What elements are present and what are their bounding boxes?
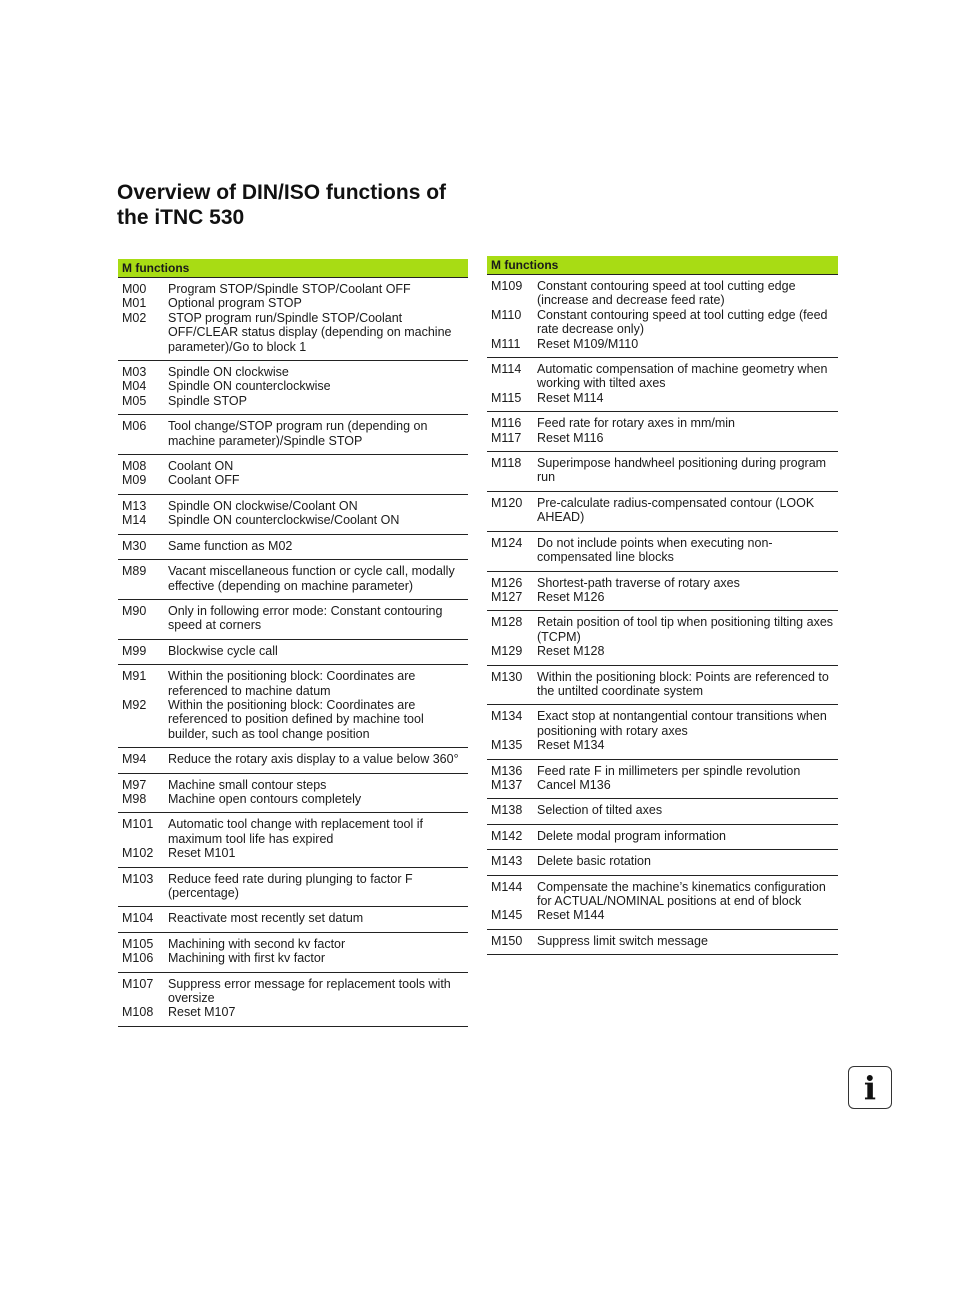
m-description: Spindle ON clockwise/Coolant ON xyxy=(168,498,358,513)
m-code: M135 xyxy=(491,738,523,753)
table-row xyxy=(487,416,838,430)
m-description: Reset M101 xyxy=(168,846,236,861)
m-description: Blockwise cycle call xyxy=(168,643,278,658)
m-code: M142 xyxy=(491,828,523,843)
table-row xyxy=(487,456,838,485)
table-row-group xyxy=(118,278,468,361)
table-row xyxy=(118,698,468,741)
m-description: Only in following error mode: Constant contouring speed at corners xyxy=(168,603,443,633)
m-code: M103 xyxy=(122,871,154,886)
table-row xyxy=(487,279,838,308)
m-description: Same function as M02 xyxy=(168,538,293,553)
m-code: M109 xyxy=(491,279,523,293)
m-code: M03 xyxy=(122,365,147,380)
m-code: M124 xyxy=(491,535,523,550)
m-code: M130 xyxy=(491,669,523,684)
table-row xyxy=(118,539,468,553)
m-code: M06 xyxy=(122,419,147,434)
m-description: Reset M128 xyxy=(537,644,605,659)
table-row xyxy=(487,764,838,778)
page-title xyxy=(117,180,537,230)
m-code: M110 xyxy=(491,307,522,322)
table-row-group xyxy=(487,799,838,824)
m-description: Constant contouring speed at tool cutting edge (increase and decrease feed rate) xyxy=(537,279,796,308)
table-row xyxy=(118,951,468,965)
m-description: Delete basic rotation xyxy=(537,854,651,869)
m-description: Vacant miscellaneous function or cycle call, modally effective (depending on machine parameter) xyxy=(168,564,455,593)
table-row-group xyxy=(487,705,838,759)
table-row xyxy=(487,615,838,644)
m-description: Spindle ON counterclockwise xyxy=(168,379,331,394)
m-code: M02 xyxy=(122,310,147,325)
table-row xyxy=(118,872,468,901)
table-row xyxy=(487,536,838,565)
m-description: Within the positioning block: Coordinates are referenced to position defined by machine tool builder, such as tool change position xyxy=(168,697,424,741)
m-description: Tool change/STOP program run (depending on machine parameter)/Spindle STOP xyxy=(168,419,428,448)
m-code: M09 xyxy=(122,473,147,488)
m-code: M107 xyxy=(122,976,154,991)
m-code: M00 xyxy=(122,282,147,296)
table-row xyxy=(487,308,838,337)
m-description: Suppress limit switch message xyxy=(537,933,708,948)
table-row xyxy=(118,937,468,951)
table-row xyxy=(487,908,838,922)
m-code: M98 xyxy=(122,791,147,806)
m-code: M108 xyxy=(122,1005,154,1020)
m-code: M14 xyxy=(122,513,147,528)
table-row-group xyxy=(118,495,468,535)
table-row-group xyxy=(487,358,838,412)
m-code: M105 xyxy=(122,936,154,951)
table-body xyxy=(118,278,468,1027)
table-row xyxy=(118,282,468,296)
table-row xyxy=(118,778,468,792)
table-row xyxy=(487,431,838,445)
m-description: Machine open contours completely xyxy=(168,791,362,806)
table-row xyxy=(118,669,468,698)
m-description: Superimpose handwheel positioning during program run xyxy=(537,456,827,485)
table-row xyxy=(118,311,468,354)
table-row-group xyxy=(487,850,838,875)
table-row xyxy=(118,1005,468,1019)
m-code: M08 xyxy=(122,459,147,474)
m-code: M138 xyxy=(491,803,523,818)
table-row xyxy=(118,752,468,766)
table-row xyxy=(118,604,468,633)
table-row xyxy=(487,337,838,351)
m-description: Cancel M136 xyxy=(537,777,611,792)
table-row-group xyxy=(118,973,468,1027)
m-description: Spindle ON clockwise xyxy=(168,365,289,380)
table-row-group xyxy=(487,666,838,706)
m-description: Shortest-path traverse of rotary axes xyxy=(537,575,740,590)
m-code: M99 xyxy=(122,643,147,658)
table-row xyxy=(487,709,838,738)
table-row xyxy=(118,564,468,593)
table-row xyxy=(118,513,468,527)
m-code: M117 xyxy=(491,430,522,445)
m-description: Program STOP/Spindle STOP/Coolant OFF xyxy=(168,282,411,296)
table-row xyxy=(487,576,838,590)
m-code: M145 xyxy=(491,908,523,923)
info-icon: i xyxy=(848,1066,892,1109)
table-row xyxy=(487,934,838,948)
m-code: M127 xyxy=(491,589,523,604)
m-description: Reset M134 xyxy=(537,738,605,753)
m-code: M01 xyxy=(122,296,147,311)
table-row xyxy=(487,738,838,752)
m-description: Coolant ON xyxy=(168,459,234,474)
m-description: Reset M114 xyxy=(537,390,604,405)
m-code: M30 xyxy=(122,538,147,553)
table-body xyxy=(487,275,838,955)
table-row-group xyxy=(118,813,468,867)
m-description: Reduce feed rate during plunging to factor F (percentage) xyxy=(168,871,413,900)
table-row-group xyxy=(487,412,838,452)
table-row xyxy=(118,499,468,513)
table-row xyxy=(118,846,468,860)
m-description: Retain position of tool tip when positioning tilting axes (TCPM) xyxy=(537,615,834,644)
m-code: M90 xyxy=(122,603,147,618)
table-row xyxy=(118,817,468,846)
m-code: M143 xyxy=(491,854,523,869)
table-row xyxy=(118,379,468,393)
m-code: M97 xyxy=(122,777,147,792)
table-row xyxy=(118,365,468,379)
table-header: M functions xyxy=(487,256,838,275)
table-row xyxy=(487,854,838,868)
table-row-group xyxy=(118,907,468,932)
m-code: M150 xyxy=(491,933,523,948)
table-row xyxy=(487,880,838,909)
table-row-group xyxy=(487,572,838,612)
table-row xyxy=(487,670,838,699)
m-description: Reactivate most recently set datum xyxy=(168,911,364,926)
table-row xyxy=(118,977,468,1006)
table-row-group xyxy=(487,275,838,358)
table-header: M functions xyxy=(118,259,468,278)
m-code: M92 xyxy=(122,697,147,712)
table-row xyxy=(487,778,838,792)
table-row-group xyxy=(487,876,838,930)
table-row xyxy=(487,829,838,843)
m-description: Automatic compensation of machine geometry when working with tilted axes xyxy=(537,362,828,391)
m-code: M102 xyxy=(122,846,154,861)
m-description: Spindle STOP xyxy=(168,393,247,408)
m-description: Machining with first kv factor xyxy=(168,951,325,966)
m-description: Within the positioning block: Coordinates are referenced to machine datum xyxy=(168,669,416,698)
m-description: Constant contouring speed at tool cutting edge (feed rate decrease only) xyxy=(537,307,828,337)
table-row xyxy=(118,394,468,408)
table-row xyxy=(487,590,838,604)
m-code: M13 xyxy=(122,498,147,513)
m-description: Machining with second kv factor xyxy=(168,936,346,951)
table-row-group xyxy=(487,930,838,955)
m-code: M136 xyxy=(491,763,523,778)
m-functions-table-left xyxy=(118,259,468,1027)
table-row-group xyxy=(487,760,838,800)
m-code: M115 xyxy=(491,390,522,405)
m-description: Delete modal program information xyxy=(537,828,726,843)
table-row xyxy=(487,496,838,525)
m-code: M137 xyxy=(491,777,523,792)
table-row xyxy=(118,459,468,473)
table-row xyxy=(118,473,468,487)
m-description: Compensate the machine’s kinematics configuration for ACTUAL/NOMINAL positions at end of block xyxy=(537,879,826,908)
m-description: Optional program STOP xyxy=(168,296,302,311)
table-row-group xyxy=(487,825,838,850)
m-functions-table-right xyxy=(487,256,838,955)
m-code: M118 xyxy=(491,456,522,471)
table-row-group xyxy=(118,361,468,415)
table-row-group xyxy=(118,748,468,773)
m-description: Pre-calculate radius-compensated contour (LOOK AHEAD) xyxy=(537,495,815,525)
m-description: Do not include points when executing non-compensated line blocks xyxy=(537,535,773,565)
table-row xyxy=(487,362,838,391)
m-description: Feed rate F in millimeters per spindle revolution xyxy=(537,763,801,778)
m-description: Reset M109/M110 xyxy=(537,336,639,351)
table-row xyxy=(118,419,468,448)
table-row xyxy=(118,644,468,658)
table-row xyxy=(118,911,468,925)
table-row-group xyxy=(118,774,468,814)
table-row-group xyxy=(118,665,468,748)
m-description: Reset M126 xyxy=(537,589,605,604)
m-code: M116 xyxy=(491,416,522,431)
m-description: Selection of tilted axes xyxy=(537,803,663,818)
table-row-group xyxy=(118,560,468,600)
m-description: Exact stop at nontangential contour transitions when positioning with rotary axes xyxy=(537,709,827,738)
table-row-group xyxy=(487,532,838,572)
m-description: Feed rate for rotary axes in mm/min xyxy=(537,416,735,431)
m-code: M91 xyxy=(122,669,147,684)
table-row-group xyxy=(118,868,468,908)
m-description: Within the positioning block: Points are referenced to the untilted coordinate system xyxy=(537,669,829,698)
m-description: STOP program run/Spindle STOP/Coolant OFF/CLEAR status display (depending on machine parameter)/Go to block 1 xyxy=(168,310,452,354)
table-row-group xyxy=(487,452,838,492)
table-row-group xyxy=(118,640,468,665)
table-row-group xyxy=(118,415,468,455)
m-code: M114 xyxy=(491,362,522,377)
table-row xyxy=(487,644,838,658)
title-line-2: the iTNC 530 xyxy=(117,206,245,229)
table-row xyxy=(487,803,838,817)
m-code: M144 xyxy=(491,879,523,894)
m-code: M111 xyxy=(491,336,521,351)
table-row-group xyxy=(118,455,468,495)
m-code: M101 xyxy=(122,817,154,832)
m-description: Reset M144 xyxy=(537,908,605,923)
m-description: Coolant OFF xyxy=(168,473,240,488)
m-code: M106 xyxy=(122,951,154,966)
m-description: Reset M107 xyxy=(168,1005,236,1020)
m-code: M134 xyxy=(491,709,523,724)
m-code: M120 xyxy=(491,495,523,510)
m-code: M89 xyxy=(122,564,147,579)
m-description: Reset M116 xyxy=(537,430,604,445)
table-row-group xyxy=(118,535,468,560)
m-code: M126 xyxy=(491,575,523,590)
m-code: M04 xyxy=(122,379,147,394)
m-code: M05 xyxy=(122,393,147,408)
m-description: Spindle ON counterclockwise/Coolant ON xyxy=(168,513,400,528)
m-description: Automatic tool change with replacement tool if maximum tool life has expired xyxy=(168,817,423,846)
table-row xyxy=(118,792,468,806)
m-description: Suppress error message for replacement tools with oversize xyxy=(168,976,451,1006)
table-row-group xyxy=(118,600,468,640)
table-row-group xyxy=(487,492,838,532)
table-row-group xyxy=(487,611,838,665)
m-code: M94 xyxy=(122,752,147,767)
m-code: M104 xyxy=(122,911,154,926)
m-code: M129 xyxy=(491,644,523,659)
m-description: Machine small contour steps xyxy=(168,777,327,792)
title-line-1: Overview of DIN/ISO functions of xyxy=(117,181,447,204)
table-row xyxy=(118,296,468,310)
m-code: M128 xyxy=(491,615,523,630)
table-row xyxy=(487,391,838,405)
table-row-group xyxy=(118,933,468,973)
m-description: Reduce the rotary axis display to a value below 360° xyxy=(168,752,459,767)
